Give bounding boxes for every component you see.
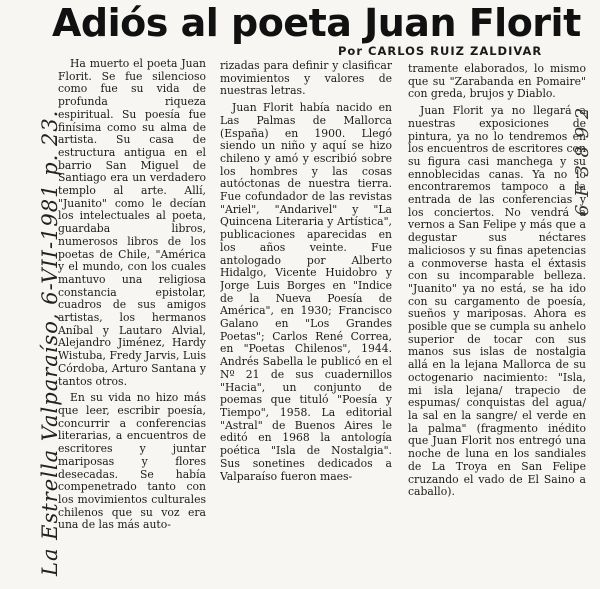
paragraph: En su vida no hizo más que leer, escribir poesía, concurrir a conferencias literarias, a encuentros de escritores y juntar mariposas y flores desecadas. Se había compenetrado tanto con los movimientos culturales chilenos que su voz era una de las más auto- <box>58 391 206 532</box>
handwritten-source-note: La Estrella Valparaíso, 6-VII-1981 p. 23. <box>38 109 62 576</box>
byline: Por CARLOS RUIZ ZALDIVAR <box>338 44 543 58</box>
paragraph: Juan Florit había nacido en Las Palmas de Mallorca (España) en 1900. Llegó siendo un niño y aquí se hizo chileno y amó y escribió sobre los hombres y las cosas autóctonas de nuestra tierra. Fue cofundador de las revistas "Ariel", "Andarivel" y "La Quincena Literaria y Artística", publicaciones aparecidas en los años veinte. Fue antologado por Alberto Hidalgo, Vicente Huidobro y Jorge Luis Borges en "Indice de la Nueva Poesía de América", en 1930; Francisco Galano en "Los Grandes Poetas"; Carlos René Correa, en "Poetas Chilenos", 1944. Andrés Sabella le publicó en el Nº 21 de sus cuadernillos "Hacia", un conjunto de poemas que tituló "Poesía y Tiempo", 1958. La editorial "Astral" de Buenos Aires le editó en 1968 la antología poética "Isla de Nostalgia". Sus sonetines dedicados a Valparaíso fueron maes- <box>220 101 392 483</box>
paragraph: Juan Florit ya no llegará a nuestras exposiciones de pintura, ya no lo tendremos en los encuentros de escritores con su figura casi manchega y su ennoblecidas canas. Ya no lo encontraremos tampoco a la entrada de las conferencias y los conciertos. No vendrá a vernos a San Felipe y más que a degustar sus néctares maliciosos y su finas apetencias a conmoverse hasta el éxtasis con su incomparable belleza. "Juanito" ya no está, se ha ido con su cargamento de poesía, sueños y mariposas. Ahora es posible que se cumpla su anhelo superior de tocar con sus manos sus islas de nostalgia allá en la lejana Mallorca de su octogenario nacimiento: "Isla, mi isla lejana/ trapecio de espumas/ conquistas del agua/ la sal en la sangre/ el verde en la palma" (fragmento inédito que Juan Florit nos entregó una noche de luna en los sandiales de La Troya en San Felipe cruzando el vado de El Saino a caballo). <box>408 104 586 499</box>
handwritten-archive-code: 6 F 3 8 9 2 <box>572 106 593 216</box>
article-column-2 <box>220 60 392 585</box>
headline: Adiós al poeta Juan Florit <box>52 1 581 45</box>
paragraph: rizadas para definir y clasificar movimientos y valores de nuestras letras. <box>220 60 392 98</box>
article-column-1 <box>58 58 206 583</box>
paragraph: tramente elaborados, lo mismo que su "Zarabanda en Pomaire" con greda, brujos y Diablo. <box>408 63 586 101</box>
article-column-3 <box>408 63 586 588</box>
paragraph: Ha muerto el poeta Juan Florit. Se fue silencioso como fue su vida de profunda riqueza espiritual. Su poesía fue finísima como su alma de artista. Su casa de estructura antigua en el barrio San Miguel de Santiago era un verdadero templo al arte. Allí, "Juanito" como le decían los intelectuales al poeta, guardaba libros, numerosos libros de los poetas de Chile, "América y el mundo, con los cuales mantuvo una religiosa constancia epistolar, cuadros de sus amigos artistas, los hermanos Aníbal y Lautaro Alvial, Alejandro Jiménez, Hardy Wistuba, Fredy Jarvis, Luis Córdoba, Arturo Santana y tantos otros. <box>58 58 206 388</box>
